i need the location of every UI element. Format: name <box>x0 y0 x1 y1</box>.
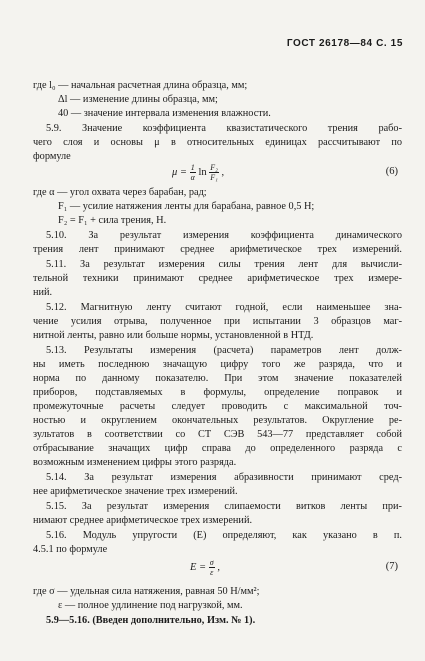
text-line: Δl — изменение длины образца, мм; <box>58 94 218 105</box>
fraction <box>209 558 215 577</box>
formula-6 <box>0 160 425 186</box>
text-line: приборов, подставляемых в формулы, определение поправок и <box>33 387 402 398</box>
text-line: где l₀ — начальная расчетная длина образца, мм; <box>33 80 248 91</box>
fraction <box>209 163 219 182</box>
text-line: чего слоя и основы μ в относительных единицах рассчитывают по <box>33 137 402 148</box>
text-line: 40 — значение интервала изменения влажности. <box>58 108 271 119</box>
text-line: 5.14. За результат измерения абразивности принимают сред- <box>46 472 402 483</box>
text-line: 5.11. За результат измерения силы трения лент для вычисли- <box>46 259 402 270</box>
text-line: F₁ — усилие натяжения ленты для барабана, равное 0,5 Н; <box>58 201 315 212</box>
text-line: ε — полное удлинение под нагрузкой, мм. <box>58 600 243 611</box>
text-line: ностью и округлением окончательных результатов. Округление ре- <box>33 415 402 426</box>
equation-number: (7) <box>385 561 398 572</box>
text-line: где σ — удельная сила натяжения, равная 50 Н/мм²; <box>33 586 260 597</box>
formula-lhs: E = <box>190 561 207 573</box>
text-line: нее арифметическое значение трех измерений. <box>33 486 238 497</box>
text-line: нитной ленты, равно или больше нормы, установленной в НТД. <box>33 330 314 341</box>
fraction-denominator: ε <box>210 568 214 577</box>
text-line: тельной техники принимают среднее арифметическое трех измере- <box>33 273 402 284</box>
text-line: норма по данному показателю. При этом значение показателей <box>33 373 402 384</box>
fraction-numerator: σ <box>209 558 214 567</box>
text-line: 5.10. За результат измерения коэффициента динамического <box>46 230 402 241</box>
ln-operator: ln <box>198 166 207 178</box>
fraction-numerator: 1 <box>190 163 195 172</box>
formula-lhs: μ = <box>172 166 187 178</box>
fraction-numerator: F₂ <box>210 163 218 172</box>
text-line: 5.15. За результат измерения слипаемости витков ленты при- <box>46 501 402 512</box>
text-line: отбрасывание значащих цифр справа до определенного разряда с <box>33 443 402 454</box>
fraction-denominator: F₁ <box>210 173 218 182</box>
text-line: зультатов в соответствии со СТ СЭВ 543—77 представляет собой <box>33 429 402 440</box>
text-line: 5.12. Магнитную ленту считают годной, если наименьшее зна- <box>46 302 402 313</box>
text-line: ний. <box>33 287 53 298</box>
formula-tail: , <box>217 561 220 573</box>
text-line: трения лент принимают среднее арифметическое трех измерений. <box>33 244 402 255</box>
text-line: 5.9—5.16. (Введен дополнительно, Изм. № 1). <box>46 615 256 626</box>
page-header: ГОСТ 26178—84 С. 15 <box>286 38 403 49</box>
text-line: где α — угол охвата через барабан, рад; <box>33 187 207 198</box>
text-line: F₂ = F₁ + сила трения, Н. <box>58 215 167 226</box>
fraction-denominator: α <box>190 173 195 182</box>
text-line: ны иметь последнюю значащую цифру того же разряда, что и <box>33 359 402 370</box>
text-line: 5.16. Модуль упругости (E) определяют, как указано в п. <box>46 530 402 541</box>
text-line: 5.13. Результаты измерения (расчета) параметров лент долж- <box>46 345 402 356</box>
formula-7 <box>0 556 425 582</box>
text-line: нимают среднее арифметическое трех измерений. <box>33 515 253 526</box>
formula-tail: , <box>221 166 225 178</box>
text-line: 4.5.1 по формуле <box>33 544 108 555</box>
text-line: чение усилия отрыва, полученное при испытании 3 образцов маг- <box>33 316 402 327</box>
fraction <box>190 163 196 182</box>
text-line: промежуточные расчеты следует проводить с максимальной точ- <box>33 401 402 412</box>
text-line: 5.9. Значение коэффициента квазистатического трения рабо- <box>46 123 402 134</box>
text-line: возможным изменением цифры этого разряда. <box>33 457 237 468</box>
text-line: формуле <box>33 151 71 162</box>
equation-number: (6) <box>385 166 398 177</box>
